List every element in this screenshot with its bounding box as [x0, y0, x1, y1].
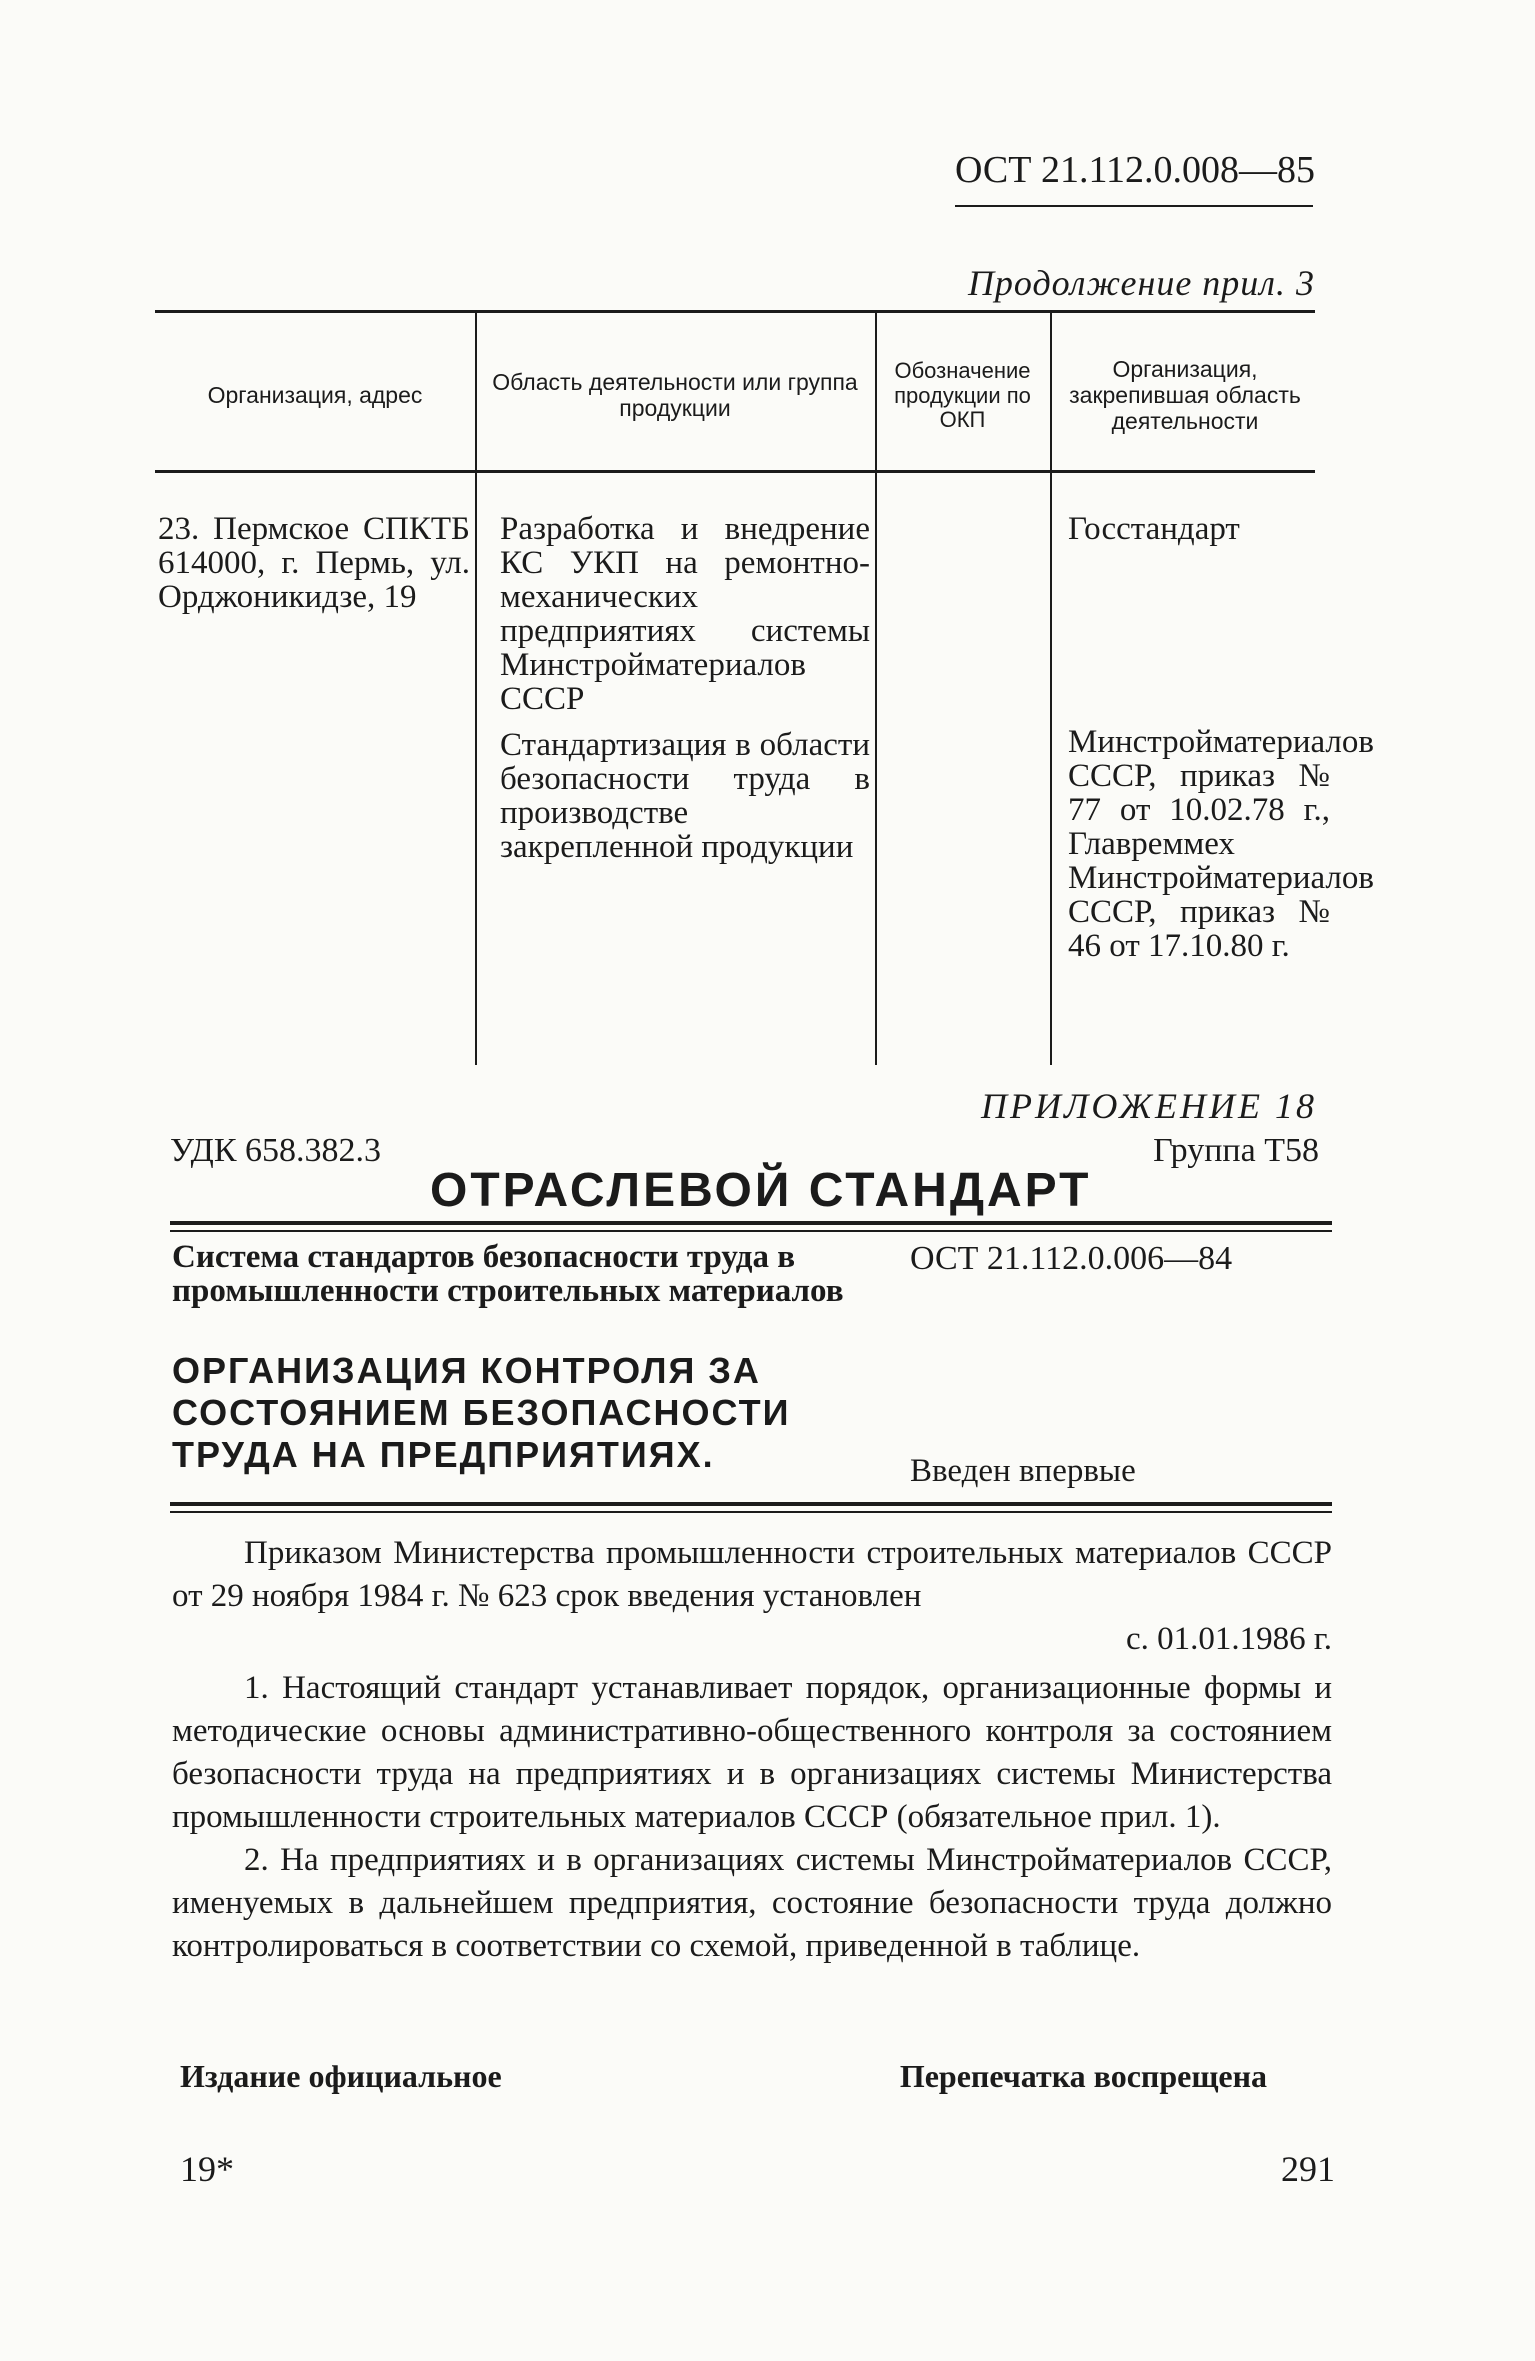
- table-header-rule: [155, 470, 1315, 473]
- table-cell-organization: 23. Пермское СПКТБ 614000, г. Пермь, ул. Орджоникидзе, 19: [158, 511, 470, 615]
- document-title: ОРГАНИЗАЦИЯ КОНТРОЛЯ ЗА СОСТОЯНИЕМ БЕЗОПАСНОСТИ ТРУДА НА ПРЕДПРИЯТИЯХ.: [172, 1350, 791, 1475]
- standard-type-title: ОТРАСЛЕВОЙ СТАНДАРТ: [430, 1164, 1092, 1217]
- order-paragraph: Приказом Министерства промышленности строительных материалов СССР от 29 ноября 1984 г. № 623 срок введения установлен: [172, 1535, 1332, 1614]
- ost-number: ОСТ 21.112.0.006—84: [910, 1240, 1233, 1277]
- paragraph-2: 2. На предприятиях и в организациях системы Минстройматериалов СССР, именуемых в дальнейшем предприятия, состояние безопасности труда должно контролироваться в соответствии со схемой, приведенной в таблице.: [172, 1842, 1332, 1964]
- table-header-okp-code: Обозначение продукции по ОКП: [894, 358, 1031, 433]
- table-column-divider: [1050, 310, 1052, 1065]
- table-cell-activity-area: Стандартизация в области безопасности труда в производстве закрепленной продукции: [500, 727, 870, 865]
- reprint-prohibited-note: Перепечатка воспрещена: [899, 2058, 1267, 2094]
- table-column-divider: [475, 310, 477, 1065]
- standards-system-name: Система стандартов безопасности труда в промышленности строительных материалов: [172, 1239, 844, 1309]
- continuation-note: Продолжение прил. 3: [967, 263, 1315, 303]
- table-cell-assigning-organization: Госстандарт: [1068, 511, 1240, 547]
- introduced-note: Введен впервые: [910, 1453, 1136, 1489]
- body-text: [172, 1532, 1332, 1968]
- appendix-label: ПРИЛОЖЕНИЕ 18: [981, 1086, 1317, 1126]
- group-code: Группа Т58: [1153, 1132, 1319, 1169]
- table-header-activity-area: Область деятельности или группа продукции: [492, 369, 858, 421]
- table-cell-activity-area: Разработка и внедрение КС УКП на ремонтно-механических предприятиях системы Минстройматериалов СССР: [500, 511, 870, 717]
- title-rule: [170, 1502, 1332, 1506]
- page-number: 291: [1281, 2149, 1335, 2189]
- signature-mark: 19*: [180, 2149, 234, 2189]
- official-edition-note: Издание официальное: [180, 2058, 502, 2094]
- heading-rule: [170, 1230, 1332, 1232]
- table-header-organization: Организация, адрес: [207, 382, 423, 409]
- heading-rule: [170, 1221, 1332, 1225]
- table-top-rule: [155, 310, 1315, 313]
- header-code: ОСТ 21.112.0.008—85: [955, 149, 1316, 191]
- paragraph-1: 1. Настоящий стандарт устанавливает порядок, организационные формы и методические основы административно-общественного контроля за состоянием безопасности труда на предприятиях и в организациях системы Министерства промышленности строительных материалов СССР (обязательное прил. 1).: [172, 1670, 1332, 1835]
- header-rule: [955, 205, 1313, 207]
- title-rule: [170, 1511, 1332, 1513]
- udc-code: УДК 658.382.3: [170, 1132, 382, 1169]
- table-cell-assigning-organization: Минстройматериалов СССР, приказ № 77 от 10.02.78 г., Главреммех Минстройматериалов СССР, приказ № 46 от 17.10.80 г.: [1068, 724, 1374, 964]
- effective-date: с. 01.01.1986 г.: [1126, 1621, 1332, 1657]
- table-column-divider: [875, 310, 877, 1065]
- table-header-assigning-organization: Организация, закрепившая область деятельности: [1069, 356, 1301, 434]
